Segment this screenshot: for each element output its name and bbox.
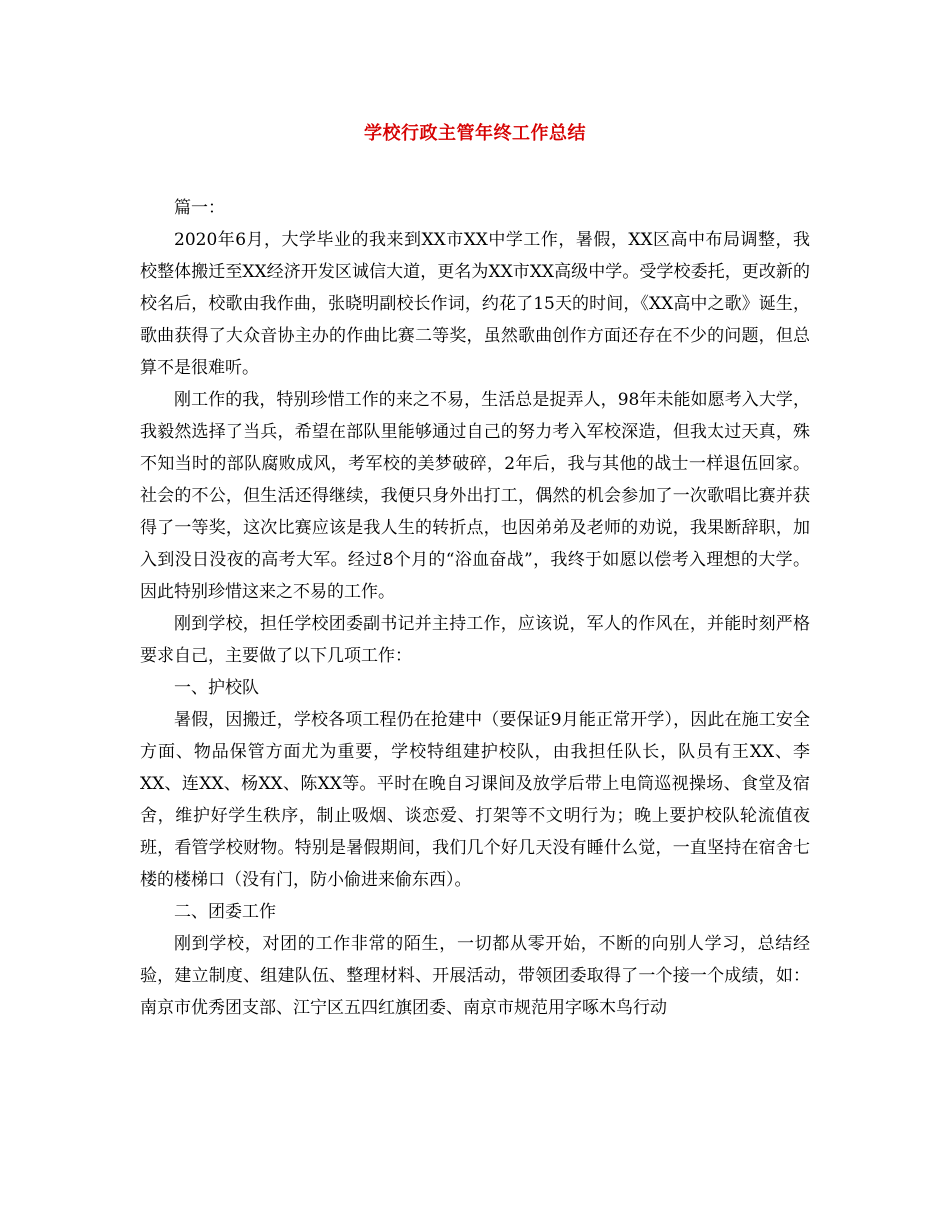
- document-body: [140, 192, 810, 1024]
- paragraph: 2020年6月，大学毕业的我来到XX市XX中学工作，暑假，XX区高中布局调整，我校整体搬迁至XX经济开发区诚信大道，更名为XX市XX高级中学。受学校委托，更改新的校名后，校歌由我作曲，张晓明副校长作词，约花了15天的时间，《XX高中之歌》诞生，歌曲获得了大众音协主办的作曲比赛二等奖，虽然歌曲创作方面还存在不少的问题，但总算不是很难听。: [140, 230, 810, 378]
- section-heading: 一、护校队: [174, 678, 259, 698]
- section-heading: 二、团委工作: [174, 902, 276, 922]
- paragraph-section-label: 篇一：: [174, 198, 225, 218]
- paragraph: 刚到学校，担任学校团委副书记并主持工作，应该说，军人的作风在，并能时刻严格要求自己，主要做了以下几项工作：: [140, 614, 810, 666]
- document-title: 学校行政主管年终工作总结: [364, 123, 586, 144]
- paragraph: 刚到学校，对团的工作非常的陌生，一切都从零开始，不断的向别人学习，总结经验，建立制度、组建队伍、整理材料、开展活动，带领团委取得了一个接一个成绩，如：南京市优秀团支部、江宁区五四红旗团委、南京市规范用字啄木鸟行动: [140, 934, 810, 1018]
- paragraph: 刚工作的我，特别珍惜工作的来之不易，生活总是捉弄人，98年未能如愿考入大学，我毅然选择了当兵，希望在部队里能够通过自己的努力考入军校深造，但我太过天真，殊不知当时的部队腐败成风，考军校的美梦破碎，2年后，我与其他的战士一样退伍回家。社会的不公，但生活还得继续，我便只身外出打工，偶然的机会参加了一次歌唱比赛并获得了一等奖，这次比赛应该是我人生的转折点，也因弟弟及老师的劝说，我果断辞职，加入到没日没夜的高考大军。经过8个月的“浴血奋战”，我终于如愿以偿考入理想的大学。因此特别珍惜这来之不易的工作。: [140, 390, 810, 602]
- paragraph: 暑假，因搬迁，学校各项工程仍在抢建中（要保证9月能正常开学），因此在施工安全方面、物品保管方面尤为重要，学校特组建护校队，由我担任队长，队员有王XX、李XX、连XX、杨XX、陈XX等。平时在晚自习课间及放学后带上电筒巡视操场、食堂及宿舍，维护好学生秩序，制止吸烟、谈恋爱、打架等不文明行为；晚上要护校队轮流值夜班，看管学校财物。特别是暑假期间，我们几个好几天没有睡什么觉，一直坚持在宿舍七楼的楼梯口（没有门，防小偷进来偷东西）。: [140, 710, 810, 890]
